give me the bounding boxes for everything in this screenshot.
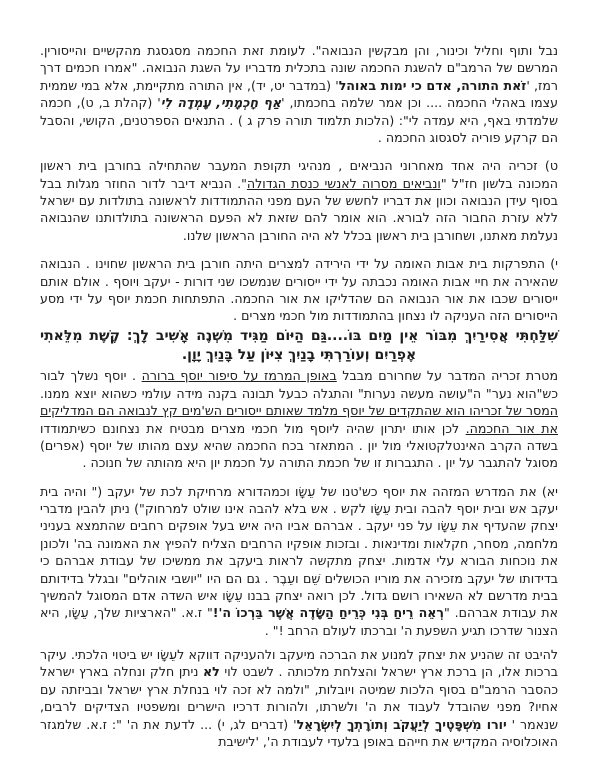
bold-text-run: זֹאת התורה, אדם כי ימות באוהל	[338, 77, 527, 93]
text-run: י) התפרקות בית אבות האומה על ידי הירידה למצרים היתה חורבן בית הראשון שחוינו . הנבואה שהאירה את חיי אבות האומה נכבתה על ידי ייסורים שנמשכו שני דורות - יעקב ויוסף . אולם אותם ייסורים שכבו את אור הנבואה הם שהדליקו את אור החכמה. התפתחות חכמת יוסף על ידי מסע הייסורים הזה העניקה לו נצחון בהתמודדות מול חכמי מצרים .	[40, 256, 558, 324]
underlined-text-run: ונביאים מסרוה לאנשי כנסת הגדולה	[246, 175, 441, 191]
text-run: ' (קהלת ב, ט), חכמה שלמדתי באף, היא עמדה לי": (הלכות תלמוד תורה פרק ג ) . התנאים הספרטנים, הקושי, והסבל הם קרקע פוריה לסגסוג החכמה .	[40, 95, 558, 145]
underlined-text-run: המסר של זכריהו הוא שהתקדים של יוסף מלמד שאותם ייסורים הש'מים קץ לנבואה הם המדליקים את אור החכמה.	[40, 403, 559, 436]
text-run: לכן אותו יתרון שהיה ליוסף מול חכמי מצרים מבטיח את נצחונם כשיתמודדו בשדה הקרב האינטלקטואלי מול יון . המתאזר בכח החכמה שהיא עצם מהותו של יוסף (אפרים) מסוגל להתגבר על יון . התגברות זו של חכמת התורה על חכמת יון היא מהותה של חנוכה .	[40, 420, 558, 471]
text-run: ' (במדבר יט, יד), אין התורה מתקיימת, אלא במי שממית עצמו באהלי החכמה .... וכן אמר שלמה בחכמתו, '	[40, 77, 558, 111]
bold-text-run: שִׁלַּחְתִּי אֲסִירַיִךְ מִבּוֹר אֵין מַיִם בּוֹ....גַּם הַיּוֹם מַגִּיד מִשְׁנֶה אָשִׁיב לָךְ: קֶשֶׁת מִלֵּאתִי אֶפְרַיִם וְעוֹרַרְתִּי בָנַיִךְ צִיּוֹן עַל בָּנַיִךְ יָוָן.	[40, 327, 558, 363]
bold-text-run: רְאֵה רֵיחַ בְּנִי כְּרֵיחַ הַשָּׂדֶה אֲשֶׁר בֵּרְכוֹ ה'!	[212, 605, 444, 621]
text-run: ". הנביא דיבר לדור החוזר מגלות בבל בסוף עידן הנבואה וכוון את דבריו לחשש של העם מפני ההתמודדות לראשונה בתולדות עם ישראל ללא עזרת החבור הזה לבורא. הוא אומר להם שזאת לא הפעם הראשונה בתולדותנו שהנבואה נעלמת מאתנו, ושחורבן בית ראשון בכלל לא היה החורבן הראשון שלנו.	[40, 175, 558, 243]
text-run: ט) זכריה היה אחד מאחרוני הנביאים , מנהיגי תקופת המעבר שהתחילה בחורבן בית ראשון המכונה בלשון חז"ל "	[40, 158, 558, 191]
verse-zechariah-quote	[40, 327, 558, 365]
bold-text-run: אַף חָכְמָתִי, עָמְדָה לִי	[160, 95, 282, 111]
text-run: יא) את המדרש המזהה את יוסף כש'טנו של עֵשָׂו וכמהדורא מרחיקת לכת של יעקב (" והיה בית יעקב אש ובית יוסף להבה ובית עֵשָׂו לקש . אש בלא להבה אינו שולט למרחוק") ניתן להבין מדברי יצחק שהעדיף את עֵשָׂו על פני יעקב . אברהם אביו היה איש בעל אופקים רחבים שהתמצא בעניני מלחמה, מסחר, חקלאות ומדינאות . ובזכות אופקיו הרחבים הצליח להפיץ את האמונה בה' ולכונן את נוכחות הבורא עלי אדמות. יצחק מתקשה לראות ביעקב את ממשיכו של עבודת אברהם כי בדידותו של יעקב מזכירה את מוריו הכושלים שֵׁם ועֵבֶר . גם הם היו "יושבי אוהלים" ובגלל בדידותם בבית מדרשם לא השאירו רושם גדול. לכן רואה יצחק בבנו עֵשָׂו איש השדה אדם המסוגל להמשיך את עבודת אברהם. "	[40, 483, 559, 621]
paragraph-zechariah-message	[40, 367, 558, 471]
text-run: " ז.א. "הארציות שלך, עֵשָׂו, היא הצנור שדרכו תגיע השפעת ה' וברכתו לעולם הרחב !" .	[40, 605, 558, 638]
text-run: נבל ותוף וחליל וכינור, והן מבקשין הנבואה". לעומת זאת החכמה מסגסגת מהקשיים והייסורין. המרשם של הרמב"ם להשגת החכמה שונה בתכלית מדבריו על השגת הנבואה. "אמרו חכמים דרך רמז, '	[40, 43, 558, 93]
text-run: להיבט זה שהניע את יצחק למנוע את הברכה מיעקב ולהעניקה דווקא לעֵשָׂו יש ביטוי הלכתי. עיקר ברכות אלו, הן ברכת ארץ ישראל והצלחת מלכותה . לשבט לוי	[40, 647, 558, 680]
bold-text-run: יורו מִשְׁפָּטֶיךָ לְיַעֲקֹב וְתוֹרָתְךָ לְיִשְׂרָאֵל	[296, 716, 507, 732]
paragraph-wisdom-vs-prophecy	[40, 42, 558, 146]
paragraph-section-yud-alef-midrash	[40, 483, 558, 639]
paragraph-halachic-aspect	[40, 646, 558, 750]
underlined-text-run: באופן המרמז על סיפור יוסף ברורה	[141, 368, 337, 384]
paragraph-section-yud-exile	[40, 255, 558, 325]
text-run: ניתן חלק ונחלה בארץ ישראל כהסבר הרמב"ם בסוף הלכות שמיטה ויובלות, "ולמה לא זכה לוי בנחלת ארץ ישראל ובביזתה עם אחיו? מפני שהובדל לעבוד את ה' ולשרתו, ולהורות דרכיו הישרים ומשפטיו הצדיקים לרבים, שנאמר '	[40, 664, 559, 732]
text-run: ' (דברים לג, י) ... לדעת את ה' ": ז.א. שלמגזר האוכלוסיה המקדיש את חייהם באופן בלעדי לעבודת ה', 'לישיבת	[40, 716, 558, 749]
bold-text-run: לא	[203, 664, 220, 680]
text-run: . יוסף נשלך לבור כש"הוא נער" ה"עושה מעשה נערות" והתגלה כבעל תבונה בקנה מידה עולמי כשהוא יוצא ממנו.	[40, 368, 558, 401]
text-run: מטרת זכריה המדבר על שחרורם מבבל	[336, 368, 558, 384]
paragraph-section-tet-zechariah	[40, 157, 558, 244]
